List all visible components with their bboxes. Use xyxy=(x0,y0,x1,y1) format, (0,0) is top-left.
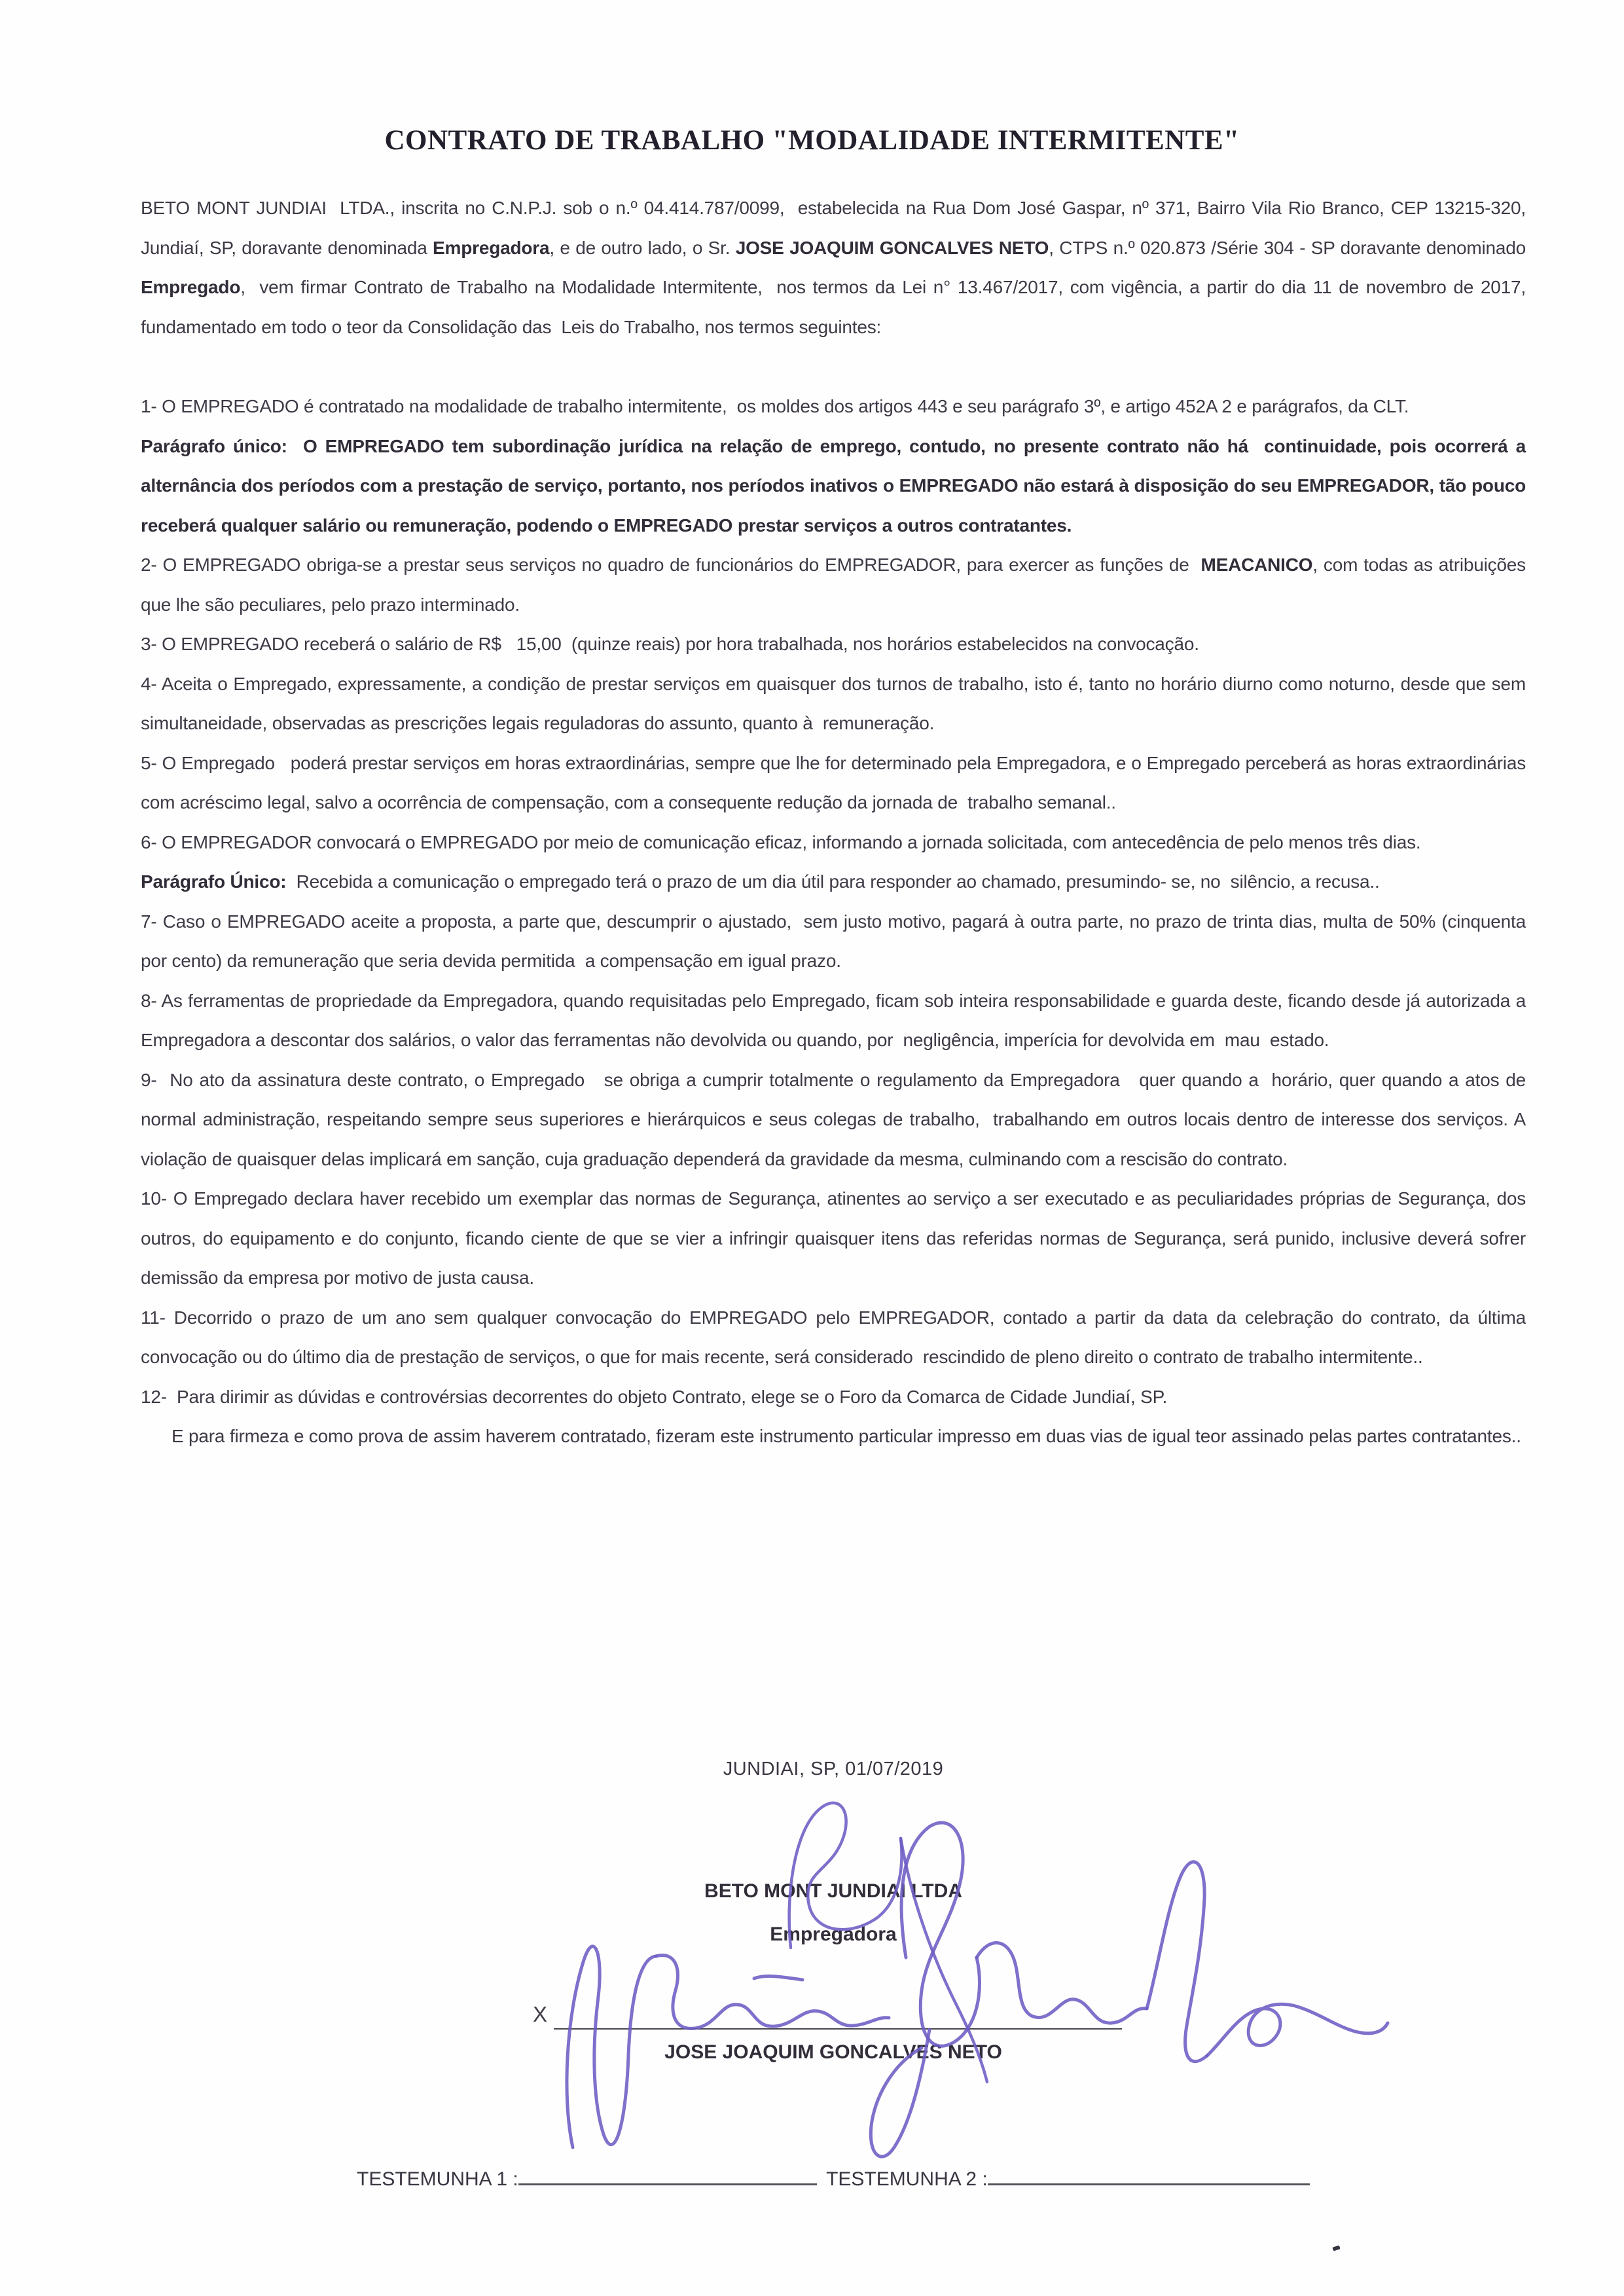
clause-11: 11- Decorrido o prazo de um ano sem qualquer convocação do EMPREGADO pelo EMPREGADOR, contado a partir da data da celebração do contrato, da última convocação ou do último dia de prestação de serviços, o que for mais recente, será considerado rescindido de pleno direito o contrato de trabalho intermitente.. xyxy=(141,1307,1531,1367)
clause-12: 12- Para dirimir as dúvidas e controvérsias decorrentes do objeto Contrato, elege se o Foro da Comarca de Cidade Jundiaí, SP. xyxy=(141,1386,1168,1407)
document-title: CONTRATO DE TRABALHO "MODALIDADE INTERMITENTE" xyxy=(384,125,1240,156)
clause-2: 2- O EMPREGADO obriga-se a prestar seus serviços no quadro de funcionários do EMPREGADOR, para exercer as funções de MEACANICO, com todas as atribuições que lhe são peculiares, pelo prazo interminado. xyxy=(141,555,1531,615)
witness-2-label: TESTEMUNHA 2 : xyxy=(826,2168,988,2190)
employer-company-name: BETO MONT JUNDIAI LTDA xyxy=(704,1880,962,1902)
clause-1-paragrafo-unico: Parágrafo único: O EMPREGADO tem subordinação jurídica na relação de emprego, contudo, no presente contrato não há continuidade, pois ocorrerá a alternância dos períodos com a prestação de serviço, portanto, nos períodos inativos o EMPREGADO não estará à disposição do seu EMPREGADOR, tão pouco receberá qualquer salário ou remuneração, podendo o EMPREGADO prestar serviços a outros contratantes. xyxy=(141,435,1531,536)
contract-body xyxy=(141,189,1536,1457)
clause-1: 1- O EMPREGADO é contratado na modalidade de trabalho intermitente, os moldes dos artigos 443 e seu parágrafo 3º, e artigo 452A 2 e parágrafos, da CLT. xyxy=(141,396,1409,416)
closing-paragraph: E para firmeza e como prova de assim haverem contratado, fizeram este instrumento particular impresso em duas vias de igual teor assinado pelas partes contratantes.. xyxy=(171,1426,1521,1446)
clause-9: 9- No ato da assinatura deste contrato, o Empregado se obriga a cumprir totalmente o regulamento da Empregadora quer quando a horário, quer quando a atos de normal administração, respeitando sempre seus superiores e hierárquicos e seus colegas de trabalho, trabalhando em outros locais dentro de interesse dos serviços. A violação de quaisquer delas implicará em sanção, cuja graduação dependerá da gravidade da mesma, culminando com a rescisão do contrato. xyxy=(141,1069,1531,1169)
clause-4: 4- Aceita o Empregado, expressamente, a condição de prestar serviços em quaisquer dos turnos de trabalho, isto é, tanto no horário diurno como noturno, desde que sem simultaneidade, observadas as prescrições legais reguladoras do assunto, quanto à remuneração. xyxy=(141,673,1531,733)
handwritten-signature xyxy=(511,1676,1440,2174)
clause-10: 10- O Empregado declara haver recebido um exemplar das normas de Segurança, atinentes ao serviço a ser executado e as peculiaridades próprias de Segurança, dos outros, do equipamento e do conjunto, ficando ciente de que se vier a infringir quaisquer itens das referidas normas de Segurança, será punido, inclusive deverá sofrer demissão da empresa por motivo de justa causa. xyxy=(141,1188,1531,1288)
clause-5: 5- O Empregado poderá prestar serviços em horas extraordinárias, sempre que lhe for determinado pela Empregadora, e o Empregado perceberá as horas extraordinárias com acréscimo legal, salvo a ocorrência de compensação, com a consequente redução da jornada de trabalho semanal.. xyxy=(141,752,1531,812)
clause-7: 7- Caso o EMPREGADO aceite a proposta, a parte que, descumprir o ajustado, sem justo motivo, pagará à outra parte, no prazo de trinta dias, multa de 50% (cinquenta por cento) da remuneração que seria devida permitida a compensação em igual prazo. xyxy=(141,911,1531,971)
witness-1-label: TESTEMUNHA 1 : xyxy=(357,2168,518,2190)
signature-x-mark: X xyxy=(533,2002,548,2026)
scan-stray-mark xyxy=(1332,2245,1340,2251)
employee-signature-strokes xyxy=(567,1823,1388,2157)
clause-3: 3- O EMPREGADO receberá o salário de R$ 15,00 (quinze reais) por hora trabalhada, nos horários estabelecidos na convocação. xyxy=(141,634,1199,654)
clause-8: 8- As ferramentas de propriedade da Empregadora, quando requisitadas pelo Empregado, ficam sob inteira responsabilidade e guarda deste, ficando desde já autorizada a Empregadora a descontar dos salários, o valor das ferramentas não devolvida ou quando, por negligência, imperícia for devolvida em mau estado. xyxy=(141,990,1531,1050)
date-line: JUNDIAI, SP, 01/07/2019 xyxy=(723,1758,944,1779)
clause-6-paragrafo-unico: Parágrafo Único: Recebida a comunicação o empregado terá o prazo de um dia útil para responder ao chamado, presumindo- se, no silêncio, a recusa.. xyxy=(141,871,1380,892)
employee-name: JOSE JOAQUIM GONCALVES NETO xyxy=(664,2041,1002,2063)
intro-paragraph: BETO MONT JUNDIAI LTDA., inscrita no C.N.P.J. sob o n.º 04.414.787/0099, estabelecida na Rua Dom José Gaspar, nº 371, Bairro Vila Rio Branco, CEP 13215-320, Jundiaí, SP, doravante denominada Empregadora, e de outro lado, o Sr. JOSE JOAQUIM GONCALVES NETO, CTPS n.º 020.873 /Série 304 - SP doravante denominado Empregado, vem firmar Contrato de Trabalho na Modalidade Intermitente, nos termos da Lei n° 13.467/2017, com vigência, a partir do dia 11 de novembro de 2017, fundamentado em todo o teor da Consolidação das Leis do Trabalho, nos termos seguintes: xyxy=(141,198,1536,337)
employer-role-label: Empregadora xyxy=(770,1923,897,1945)
clause-6: 6- O EMPREGADOR convocará o EMPREGADO por meio de comunicação eficaz, informando a jornada solicitada, com antecedência de pelo menos três dias. xyxy=(141,831,1421,852)
